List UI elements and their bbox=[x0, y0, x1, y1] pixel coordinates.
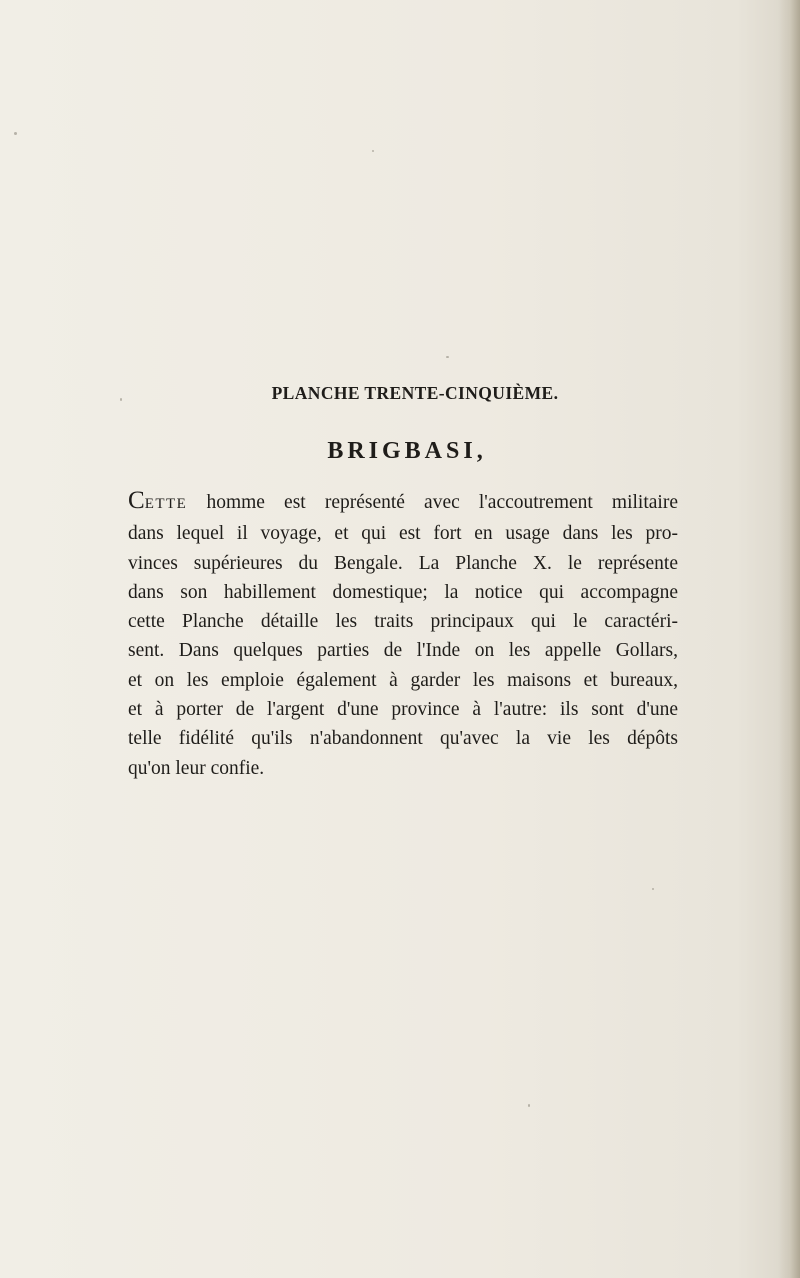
text-line: et à porter de l'argent d'une province à l'autre: ils sont d'une bbox=[128, 699, 678, 721]
text-line: dans son habillement domestique; la notice qui accompagne bbox=[128, 581, 678, 603]
text-line: cette Planche détaille les traits principaux qui le caractéri- bbox=[128, 611, 678, 633]
plate-heading: PLANCHE TRENTE-CINQUIÈME. bbox=[271, 383, 559, 403]
text-line bbox=[128, 486, 678, 519]
page-edge-shadow bbox=[778, 0, 800, 1278]
entry-title: BRIGBASI, bbox=[327, 438, 487, 464]
paper-speck bbox=[652, 888, 654, 890]
text-line: vinces supérieures du Bengale. La Planche X. le représente bbox=[128, 552, 678, 574]
opening-initial: C bbox=[128, 487, 145, 514]
text-line: telle fidélité qu'ils n'abandonnent qu'avec la vie les dépôts bbox=[128, 728, 678, 750]
body-paragraph bbox=[128, 486, 678, 783]
paper-speck bbox=[14, 132, 17, 135]
text-line: dans lequel il voyage, et qui est fort en usage dans les pro- bbox=[128, 523, 678, 545]
text-line-content: homme est représenté avec l'accoutrement militaire bbox=[187, 492, 678, 513]
paper-speck bbox=[528, 1104, 530, 1107]
opening-word-rest: ETTE bbox=[144, 496, 188, 512]
paper-speck bbox=[446, 356, 449, 358]
text-line: sent. Dans quelques parties de l'Inde on les appelle Gollars, bbox=[128, 640, 678, 662]
text-line: qu'on leur confie. bbox=[128, 757, 265, 779]
paper-speck bbox=[372, 150, 374, 152]
text-line: et on les emploie également à garder les maisons et bureaux, bbox=[128, 669, 678, 691]
